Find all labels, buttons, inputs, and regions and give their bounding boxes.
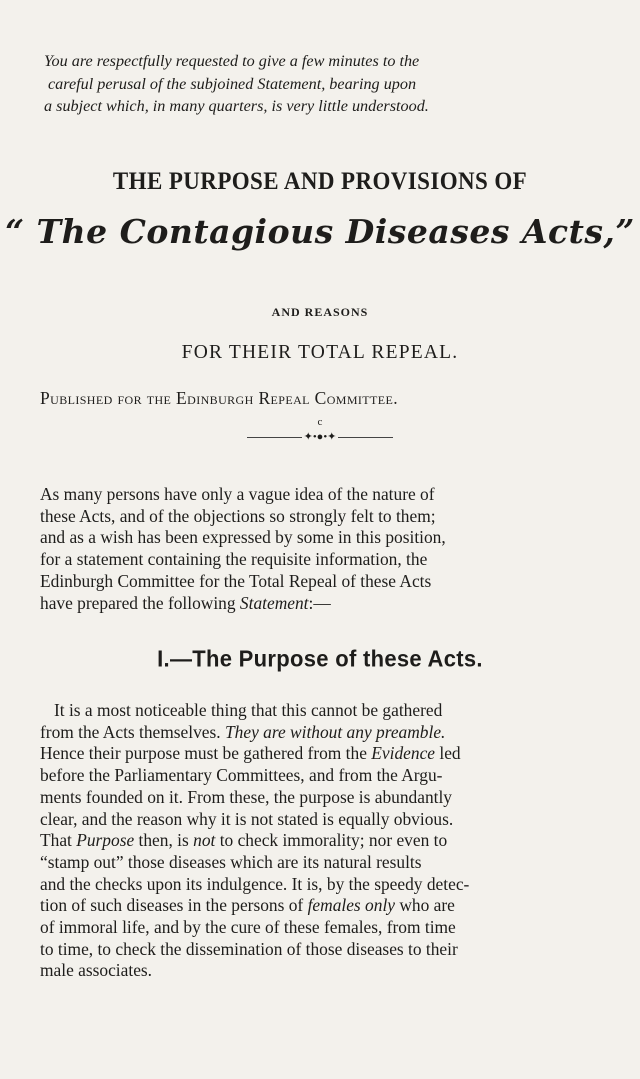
ornamental-divider	[0, 430, 640, 443]
paragraph-line: Edinburgh Committee for the Total Repeal of these Acts	[40, 570, 432, 591]
paragraph-line: for a statement containing the requisite information, the	[40, 549, 428, 570]
paragraph-line: and as a wish has been expressed by some in this position,	[40, 527, 446, 548]
line-text: have prepared the following	[40, 592, 240, 613]
line-text: led	[435, 743, 461, 764]
divider-ornament: ✦•●•✦	[303, 431, 337, 443]
paragraph-line	[40, 830, 600, 852]
emphasis-statement: Statement	[239, 592, 309, 613]
emphasis-not: not	[193, 830, 216, 851]
paragraph-line: male associates.	[40, 960, 153, 981]
line-text: tion of such diseases in the persons of	[40, 895, 308, 916]
paragraph-line: and the checks upon its indulgence. It is, by the speedy detec-	[40, 873, 470, 894]
divider-line	[338, 437, 393, 438]
line-text: from the Acts themselves.	[40, 721, 225, 742]
paragraph-line: It is a most noticeable thing that this cannot be gathered	[54, 700, 443, 720]
emphasis-text: They are without any preamble.	[224, 721, 446, 742]
paragraph-line: ments founded on it. From these, the purpose is abundantly	[40, 786, 453, 807]
line-text: who are	[395, 895, 455, 916]
divider-line	[247, 437, 302, 438]
paragraph-line: of immoral life, and by the cure of these females, from time	[40, 917, 456, 938]
paragraph-line	[40, 743, 600, 765]
paragraph-line	[40, 722, 600, 744]
line-text: Hence their purpose must be gathered from the	[40, 743, 372, 764]
line-text: to check immorality; nor even to	[215, 830, 448, 851]
paragraph-line	[40, 895, 600, 917]
printer-mark: c	[317, 416, 323, 428]
intro-line: a subject which, in many quarters, is very little understood.	[44, 97, 429, 115]
line-text: then, is	[134, 830, 194, 851]
emphasis-evidence: Evidence	[371, 743, 436, 764]
title-total-repeal: FOR THEIR TOTAL REPEAL.	[181, 342, 459, 363]
paragraph-line: before the Parliamentary Committees, and from the Argu-	[40, 765, 443, 786]
opening-paragraph	[40, 484, 600, 614]
intro-request	[44, 50, 604, 118]
line-text: :—	[308, 592, 331, 613]
title-line-1: THE PURPOSE AND PROVISIONS OF	[112, 166, 528, 195]
title-and-reasons: AND REASONS	[271, 305, 369, 319]
purpose-paragraph	[40, 700, 600, 982]
paragraph-line: to time, to check the dissemination of those diseases to their	[40, 938, 458, 959]
paragraph-line: clear, and the reason why it is not stated is equally obvious.	[40, 808, 454, 829]
paragraph-line: these Acts, and of the objections so strongly felt to them;	[40, 505, 436, 526]
paragraph-line: As many persons have only a vague idea of the nature of	[40, 484, 435, 504]
line-text: That	[40, 830, 77, 851]
emphasis-purpose: Purpose	[76, 830, 135, 851]
section-heading: I.—The Purpose of these Acts.	[157, 645, 483, 672]
emphasis-females-only: females only	[307, 895, 395, 916]
paragraph-line: “stamp out” those diseases which are its natural results	[40, 851, 422, 872]
intro-line: You are respectfully requested to give a few minutes to the	[44, 52, 420, 70]
title-acts-name: “ The Contagious Diseases Acts,”	[5, 212, 635, 251]
publisher-line: Published for the Edinburgh Repeal Committee.	[40, 388, 399, 408]
paragraph-line	[40, 593, 600, 615]
intro-line: careful perusal of the subjoined Statement, bearing upon	[48, 74, 417, 93]
